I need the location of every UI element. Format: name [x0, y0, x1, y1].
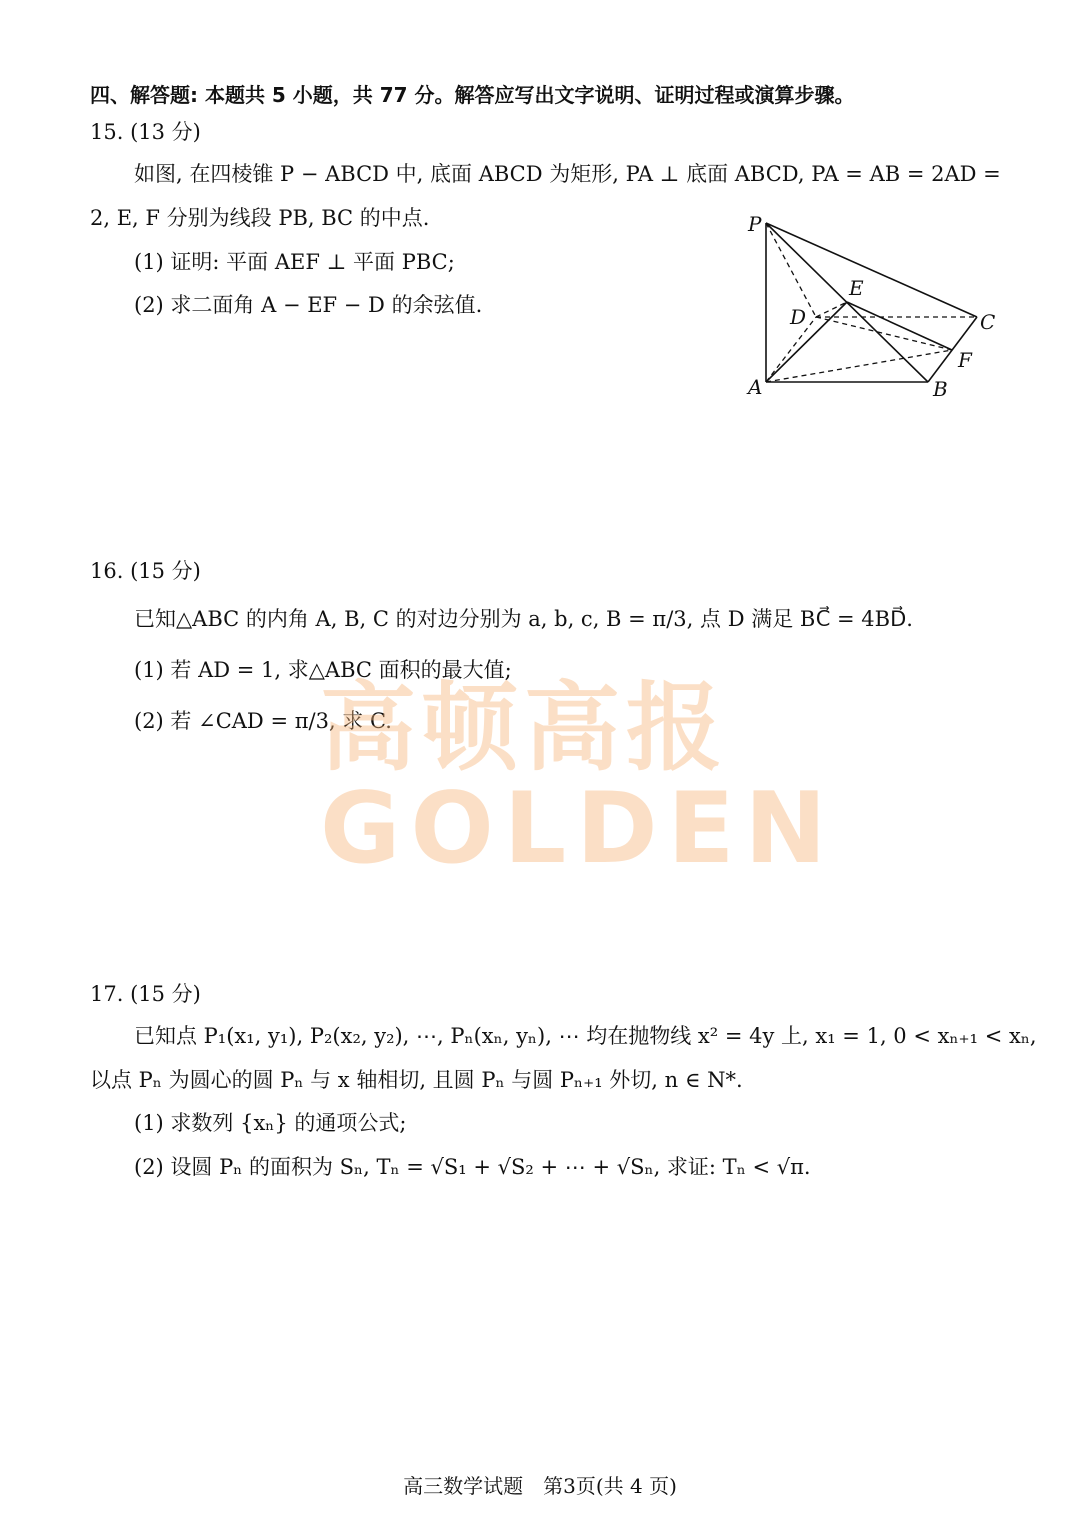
segment-DE	[816, 302, 847, 317]
q17-stem-line1: 已知点 P₁(x₁, y₁), P₂(x₂, y₂), ⋯, Pₙ(xₙ, yₙ), ⋯ 均在抛物线 x² = 4y 上, x₁ = 1, 0 < xₙ₊₁ < xₙ,	[134, 1024, 1037, 1048]
label-C: C	[980, 310, 996, 334]
label-E: E	[849, 276, 864, 300]
segment-AE	[766, 302, 847, 382]
label-D: D	[790, 305, 807, 329]
q15-header: 15. (13 分)	[90, 120, 201, 144]
watermark-chinese: 高顿高报	[320, 672, 728, 784]
segment-EF	[847, 302, 952, 350]
label-F: F	[958, 348, 972, 372]
q15-stem-line1: 如图, 在四棱锥 P − ABCD 中, 底面 ABCD 为矩形, PA ⊥ 底面 ABCD, PA = AB = 2AD =	[134, 162, 1001, 186]
segment-DF	[816, 317, 952, 350]
section-heading: 四、解答题: 本题共 5 小题，共 77 分。解答应写出文字说明、证明过程或演算步骤。	[90, 83, 855, 107]
q16-part2: (2) 若 ∠CAD = π/3, 求 C.	[134, 709, 392, 733]
q15-part2: (2) 求二面角 A − EF − D 的余弦值.	[134, 293, 483, 317]
page-footer: 高三数学试题 第3页(共 4 页)	[403, 1474, 677, 1498]
q17-part1: (1) 求数列 {xₙ} 的通项公式;	[134, 1111, 407, 1135]
q17-part2: (2) 设圆 Pₙ 的面积为 Sₙ, Tₙ = √S₁ + √S₂ + ⋯ + √Sₙ, 求证: Tₙ < √π.	[134, 1155, 811, 1179]
q17-stem-line2: 以点 Pₙ 为圆心的圆 Pₙ 与 x 轴相切, 且圆 Pₙ 与圆 Pₙ₊₁ 外切, n ∈ N*.	[90, 1068, 743, 1092]
q17-header: 17. (15 分)	[90, 982, 201, 1006]
label-A: A	[748, 375, 763, 399]
pyramid-figure	[740, 205, 1000, 405]
label-P: P	[748, 212, 762, 236]
watermark-english: GOLDEN	[320, 772, 837, 886]
edge-PC	[766, 223, 977, 317]
edge-PD	[766, 223, 816, 317]
label-B: B	[933, 377, 948, 401]
q16-part1: (1) 若 AD = 1, 求△ABC 面积的最大值;	[134, 658, 512, 682]
q16-header: 16. (15 分)	[90, 559, 201, 583]
q15-stem-line2: 2, E, F 分别为线段 PB, BC 的中点.	[90, 206, 430, 230]
q15-part1: (1) 证明: 平面 AEF ⊥ 平面 PBC;	[134, 250, 455, 274]
q16-stem: 已知△ABC 的内角 A, B, C 的对边分别为 a, b, c, B = π/3, 点 D 满足 BC⃗ = 4BD⃗.	[134, 607, 913, 631]
